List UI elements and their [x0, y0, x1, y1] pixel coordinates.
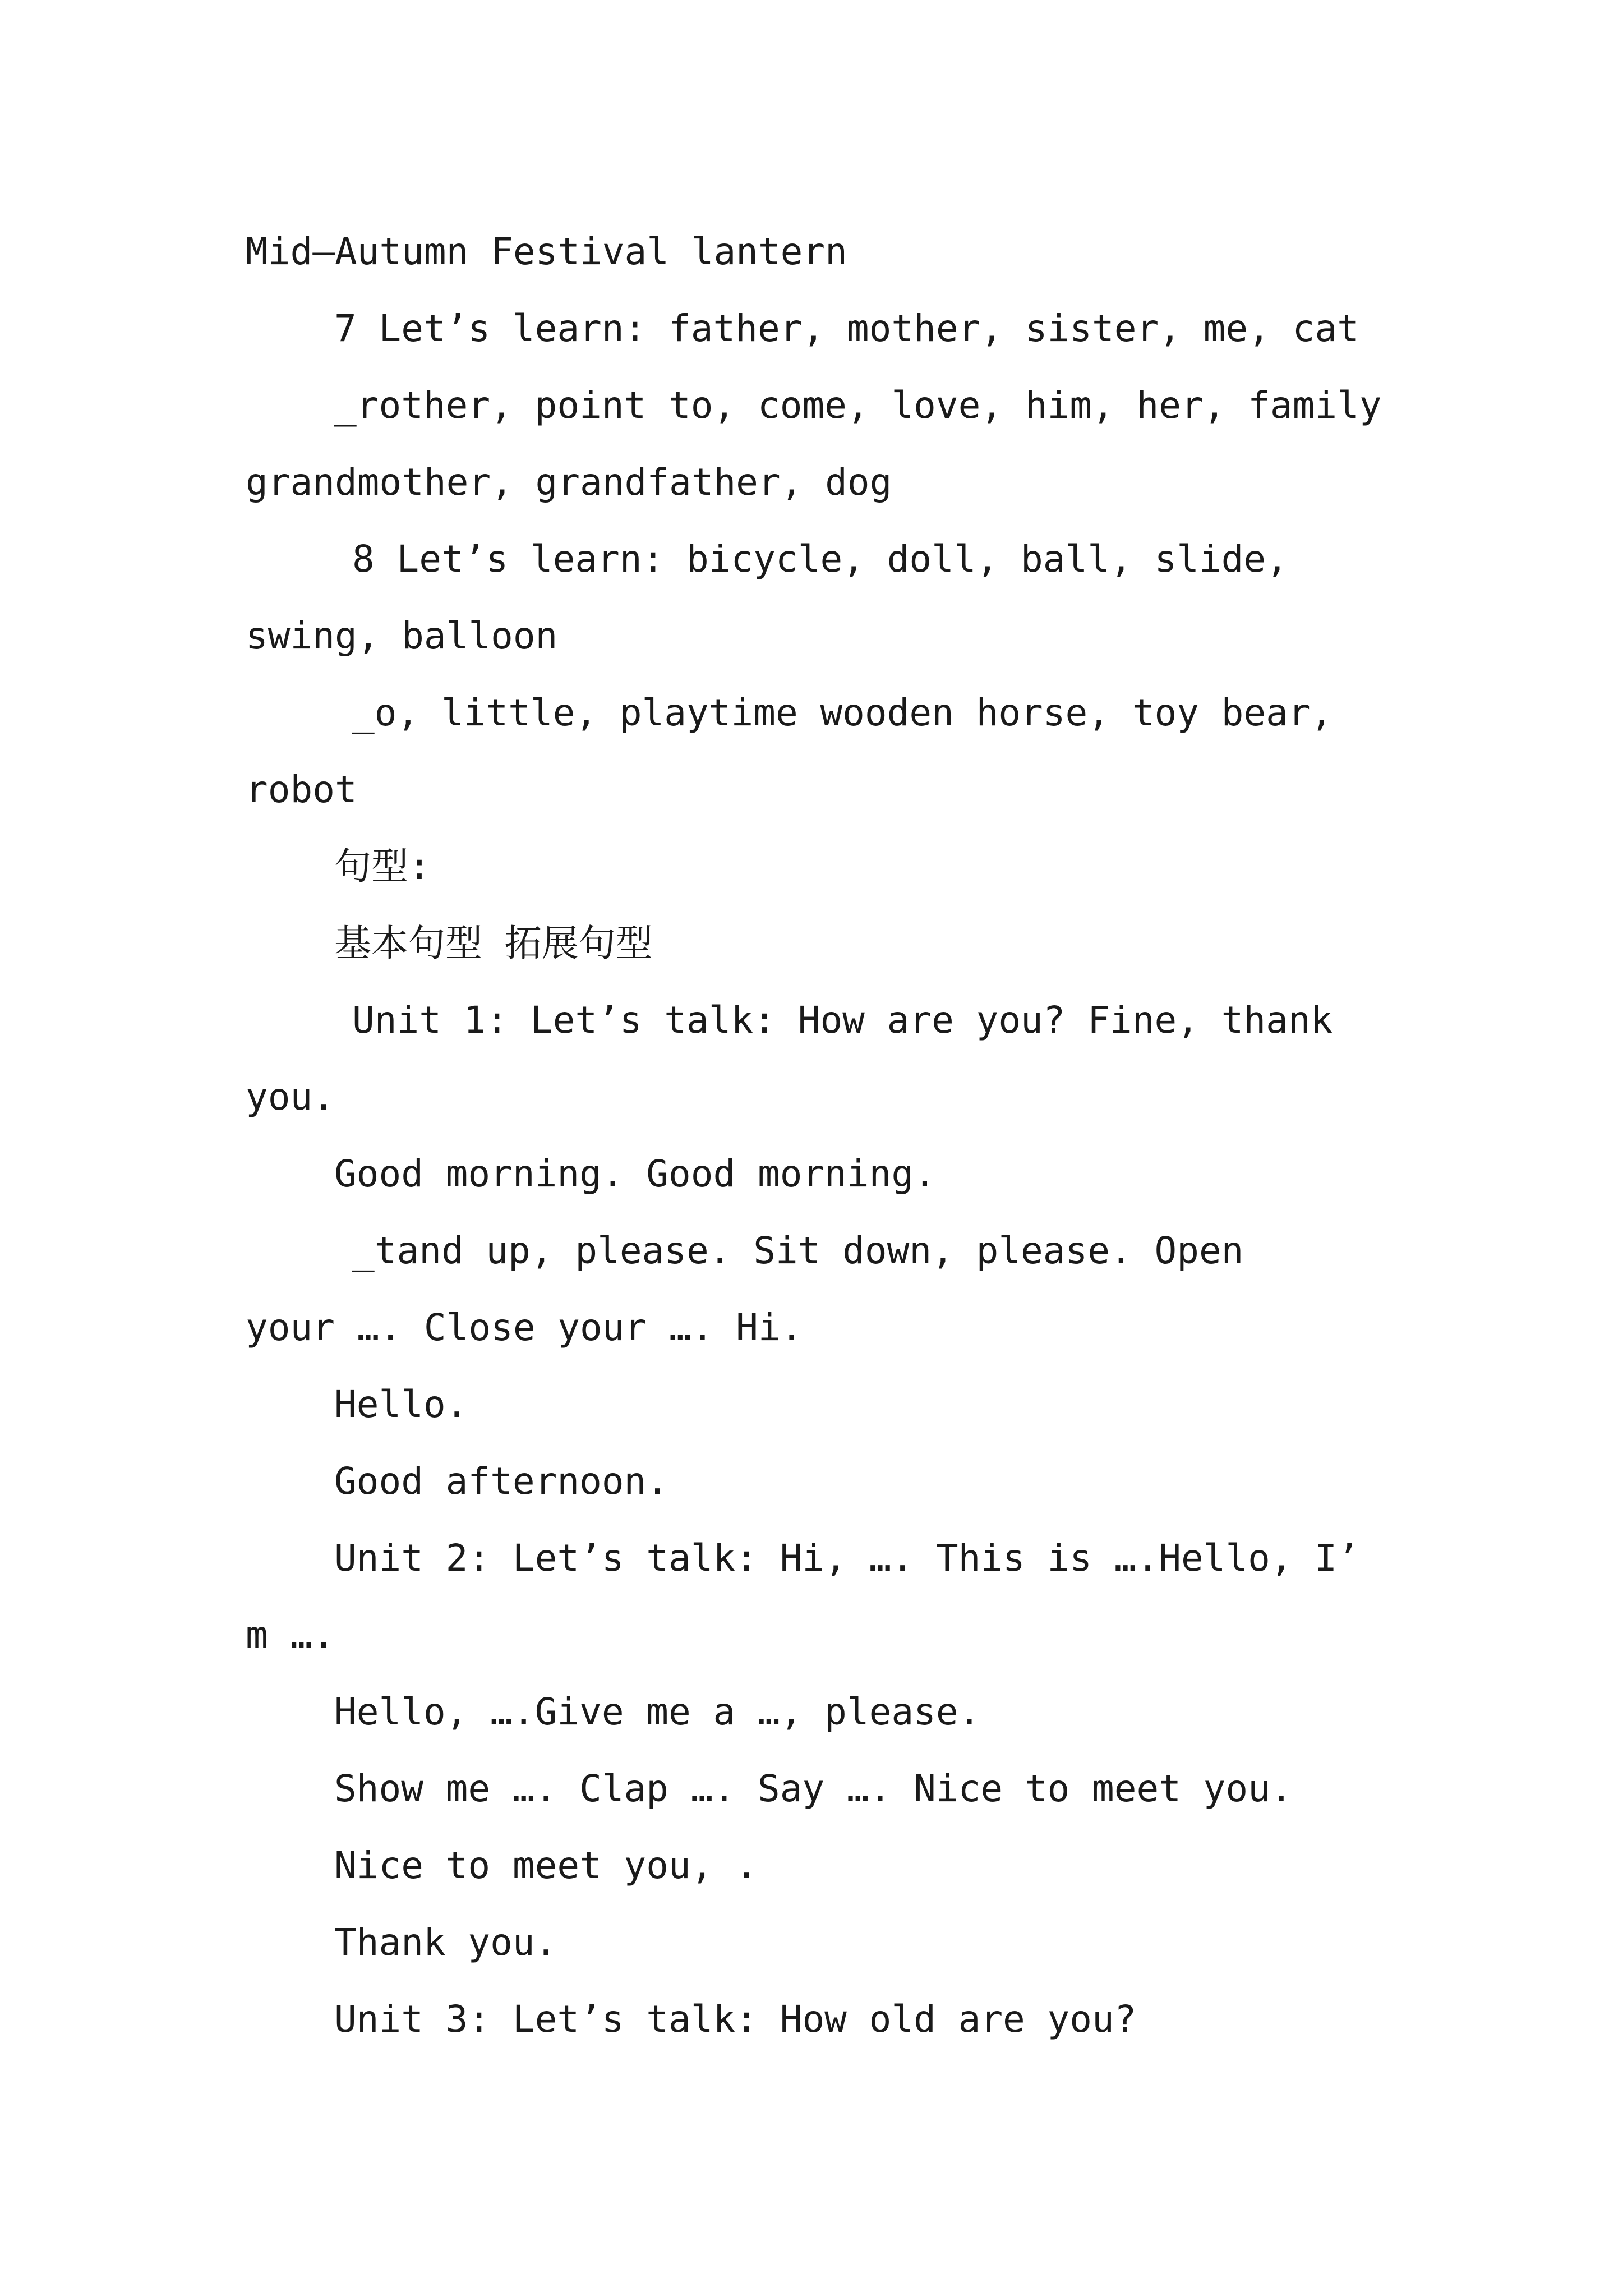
text-line: swing, balloon — [246, 614, 558, 657]
text-line: Thank you. — [334, 1921, 557, 1964]
text-line: Hello, ….Give me a …, please. — [334, 1690, 981, 1733]
text-line: robot — [246, 768, 357, 811]
text-line: Unit 3: Let’s talk: How old are you? — [334, 1998, 1137, 2041]
text-line: Mid—Autumn Festival lantern — [246, 230, 847, 273]
document-body — [246, 213, 1387, 2058]
text-line: _tand up, please. Sit down, please. Open — [352, 1229, 1244, 1272]
text-line: m …. — [246, 1613, 335, 1657]
text-line: Show me …. Clap …. Say …. Nice to meet you. — [334, 1767, 1293, 1810]
text-line: Good afternoon. — [334, 1460, 669, 1503]
text-line: Hello. — [334, 1383, 468, 1426]
text-line: _rother, point to, come, love, him, her, family — [334, 384, 1382, 427]
text-line: you. — [246, 1075, 335, 1119]
text-line: Good morning. Good morning. — [334, 1152, 936, 1195]
text-line: 8 Let’s learn: bicycle, doll, ball, slide, — [352, 537, 1288, 581]
text-line: Nice to meet you, . — [334, 1844, 758, 1887]
text-line: Unit 2: Let’s talk: Hi, …. This is ….Hello, I’ — [334, 1536, 1359, 1580]
text-line: 7 Let’s learn: father, mother, sister, me, cat — [334, 307, 1359, 350]
text-line: _o, little, playtime wooden horse, toy bear, — [352, 691, 1333, 734]
text-line: 基本句型 拓展句型 — [334, 922, 653, 965]
text-line: Unit 1: Let’s talk: How are you? Fine, thank — [352, 999, 1333, 1042]
text-line: your …. Close your …. Hi. — [246, 1306, 803, 1349]
text-line: 句型: — [334, 845, 431, 888]
text-line: grandmother, grandfather, dog — [246, 461, 892, 504]
